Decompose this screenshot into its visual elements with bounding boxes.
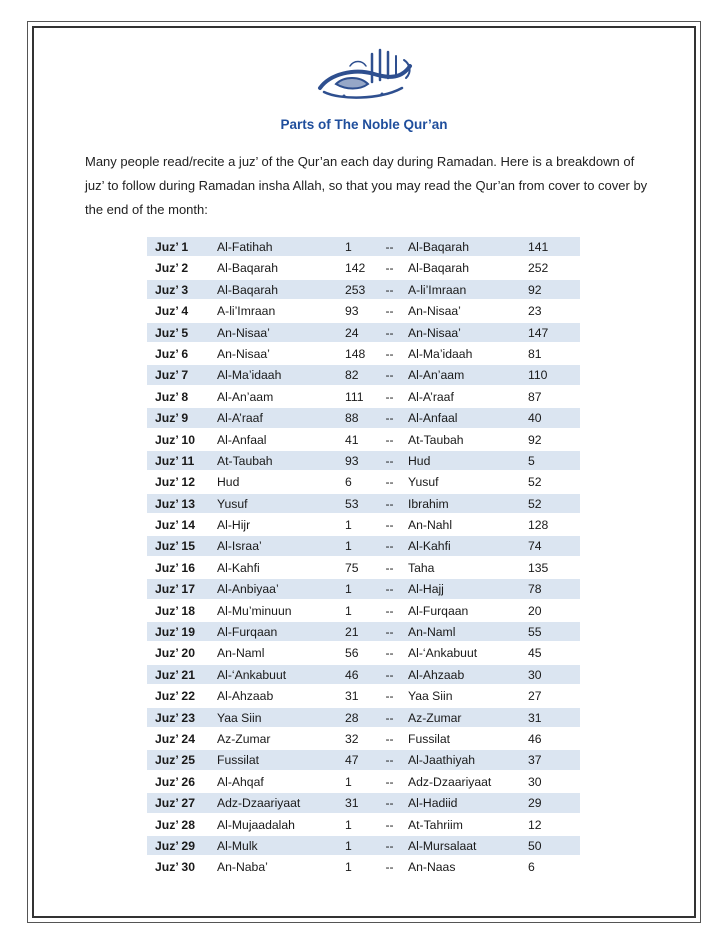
juz-label: Juz’ 2 bbox=[155, 261, 189, 276]
range-separator: -- bbox=[385, 261, 394, 276]
start-surah: Al-Hijr bbox=[217, 518, 251, 533]
juz-label: Juz’ 10 bbox=[155, 432, 195, 447]
start-ayah: 1 bbox=[345, 817, 352, 832]
juz-label: Juz’ 14 bbox=[155, 518, 195, 533]
table-row bbox=[147, 708, 580, 729]
table-row bbox=[147, 579, 580, 600]
start-ayah: 28 bbox=[345, 710, 359, 725]
start-ayah: 148 bbox=[345, 346, 366, 361]
table-row bbox=[147, 451, 580, 472]
table-row bbox=[147, 344, 580, 365]
end-ayah: 78 bbox=[528, 582, 542, 597]
range-separator: -- bbox=[385, 539, 394, 554]
start-ayah: 41 bbox=[345, 432, 359, 447]
table-row bbox=[147, 750, 580, 771]
intro-paragraph: Many people read/recite a juz’ of the Qur’an each day during Ramadan. Here is a breakdown of juz’ to follow during Ramadan insha Allah, so that you may read the Qur’an from cover to cover by the end of the month: bbox=[85, 154, 648, 217]
end-surah: Al-Baqarah bbox=[408, 240, 469, 254]
start-ayah: 253 bbox=[345, 282, 366, 297]
start-ayah: 31 bbox=[345, 689, 359, 704]
end-surah: Adz-Dzaariyaat bbox=[408, 774, 492, 789]
range-separator: -- bbox=[385, 753, 394, 768]
start-surah: Hud bbox=[217, 475, 240, 490]
start-surah: Al-Baqarah bbox=[217, 282, 278, 297]
juz-label: Juz’ 13 bbox=[155, 496, 195, 511]
start-surah: Al-Mu’minuun bbox=[217, 603, 292, 618]
start-ayah: 82 bbox=[345, 368, 359, 383]
table-row bbox=[147, 280, 580, 301]
range-separator: -- bbox=[385, 282, 394, 297]
start-ayah: 32 bbox=[345, 731, 359, 746]
end-surah: At-Tahriim bbox=[408, 817, 463, 832]
start-ayah: 111 bbox=[345, 389, 364, 404]
end-ayah: 20 bbox=[528, 603, 542, 618]
start-ayah: 1 bbox=[345, 539, 352, 554]
end-surah: An-Nisaa’ bbox=[408, 325, 461, 340]
end-ayah: 92 bbox=[528, 432, 542, 447]
table-row bbox=[147, 430, 580, 451]
end-surah: Al-Mursalaat bbox=[408, 838, 477, 853]
end-ayah: 5 bbox=[528, 453, 535, 468]
start-surah: Az-Zumar bbox=[217, 731, 271, 746]
table-row bbox=[147, 258, 580, 279]
start-ayah: 93 bbox=[345, 453, 359, 468]
start-surah: Al-Furqaan bbox=[217, 625, 278, 640]
juz-label: Juz’ 25 bbox=[155, 753, 195, 768]
end-ayah: 12 bbox=[528, 817, 542, 832]
juz-label: Juz’ 26 bbox=[155, 774, 195, 789]
juz-label: Juz’ 11 bbox=[155, 453, 195, 468]
end-ayah: 29 bbox=[528, 796, 542, 811]
juz-label: Juz’ 6 bbox=[155, 346, 189, 361]
range-separator: -- bbox=[385, 710, 394, 725]
juz-label: Juz’ 19 bbox=[155, 625, 195, 640]
start-ayah: 75 bbox=[345, 560, 359, 575]
start-surah: Al-Ahqaf bbox=[217, 774, 264, 789]
table-row bbox=[147, 729, 580, 750]
start-surah: Al-An’aam bbox=[217, 389, 274, 404]
range-separator: -- bbox=[385, 731, 394, 746]
end-surah: Az-Zumar bbox=[408, 710, 462, 725]
start-ayah: 6 bbox=[345, 475, 352, 490]
juz-label: Juz’ 30 bbox=[155, 860, 195, 875]
end-ayah: 52 bbox=[528, 496, 542, 511]
juz-label: Juz’ 21 bbox=[155, 667, 195, 682]
table-row bbox=[147, 857, 580, 878]
table-row bbox=[147, 558, 580, 579]
end-ayah: 46 bbox=[528, 731, 542, 746]
start-surah: An-Nisaa’ bbox=[217, 325, 270, 340]
table-row bbox=[147, 665, 580, 686]
range-separator: -- bbox=[385, 796, 394, 811]
start-surah: Al-Fatihah bbox=[217, 240, 273, 254]
end-surah: Yaa Siin bbox=[408, 689, 453, 704]
end-ayah: 92 bbox=[528, 282, 542, 297]
end-surah: Fussilat bbox=[408, 731, 450, 746]
end-ayah: 40 bbox=[528, 411, 542, 426]
juz-label: Juz’ 20 bbox=[155, 646, 195, 661]
range-separator: -- bbox=[385, 411, 394, 426]
table-row bbox=[147, 686, 580, 707]
end-ayah: 30 bbox=[528, 667, 542, 682]
table-row bbox=[147, 494, 580, 515]
start-surah: Al-Mulk bbox=[217, 838, 258, 853]
juz-label: Juz’ 5 bbox=[155, 325, 189, 340]
end-ayah: 128 bbox=[528, 518, 549, 533]
end-ayah: 27 bbox=[528, 689, 542, 704]
juz-label: Juz’ 4 bbox=[155, 304, 189, 319]
end-ayah: 55 bbox=[528, 625, 542, 640]
juz-label: Juz’ 8 bbox=[155, 389, 189, 404]
start-surah: An-Naba’ bbox=[217, 860, 268, 875]
end-ayah: 50 bbox=[528, 838, 542, 853]
juz-label: Juz’ 7 bbox=[155, 368, 189, 383]
range-separator: -- bbox=[385, 774, 394, 789]
start-surah: Al-Baqarah bbox=[217, 261, 278, 276]
start-ayah: 93 bbox=[345, 304, 359, 319]
end-surah: Hud bbox=[408, 453, 431, 468]
juz-label: Juz’ 18 bbox=[155, 603, 195, 618]
end-surah: An-Naas bbox=[408, 860, 456, 875]
table-row bbox=[147, 601, 580, 622]
end-surah: Al-A’raaf bbox=[408, 389, 454, 404]
table-row bbox=[147, 301, 580, 322]
range-separator: -- bbox=[385, 496, 394, 511]
start-surah: Al-Anfaal bbox=[217, 432, 267, 447]
range-separator: -- bbox=[385, 603, 394, 618]
end-ayah: 87 bbox=[528, 389, 542, 404]
end-surah: At-Taubah bbox=[408, 432, 464, 447]
range-separator: -- bbox=[385, 432, 394, 447]
start-surah: Al-Israa’ bbox=[217, 539, 262, 554]
table-row bbox=[147, 387, 580, 408]
end-surah: Taha bbox=[408, 560, 435, 575]
juz-label: Juz’ 17 bbox=[155, 582, 195, 597]
juz-label: Juz’ 12 bbox=[155, 475, 195, 490]
table-row bbox=[147, 772, 580, 793]
table-row bbox=[147, 622, 580, 643]
end-surah: Al-Baqarah bbox=[408, 261, 469, 276]
end-ayah: 45 bbox=[528, 646, 542, 661]
juz-label: Juz’ 22 bbox=[155, 689, 195, 704]
range-separator: -- bbox=[385, 304, 394, 319]
page-title: Parts of The Noble Qur’an bbox=[280, 117, 448, 132]
start-ayah: 46 bbox=[345, 667, 359, 682]
end-surah: Al-Jaathiyah bbox=[408, 753, 476, 768]
end-surah: Al-Ahzaab bbox=[408, 667, 465, 682]
end-surah: Al-Hajj bbox=[408, 582, 444, 597]
start-surah: Adz-Dzaariyaat bbox=[217, 796, 301, 811]
start-ayah: 56 bbox=[345, 646, 359, 661]
juz-label: Juz’ 15 bbox=[155, 539, 195, 554]
start-surah: Al-Ahzaab bbox=[217, 689, 274, 704]
start-ayah: 88 bbox=[345, 411, 359, 426]
start-surah: A-li’Imraan bbox=[217, 304, 276, 319]
end-ayah: 147 bbox=[528, 325, 549, 340]
start-ayah: 21 bbox=[345, 625, 359, 640]
table-row bbox=[147, 515, 580, 536]
juz-table bbox=[147, 237, 580, 879]
start-surah: Yusuf bbox=[217, 496, 248, 511]
end-surah: A-li’Imraan bbox=[408, 282, 467, 297]
end-surah: Al-Anfaal bbox=[408, 411, 458, 426]
start-ayah: 1 bbox=[345, 860, 352, 875]
juz-label: Juz’ 9 bbox=[155, 411, 189, 426]
range-separator: -- bbox=[385, 389, 394, 404]
end-ayah: 37 bbox=[528, 753, 542, 768]
end-ayah: 6 bbox=[528, 860, 535, 875]
range-separator: -- bbox=[385, 325, 394, 340]
end-surah: An-Nisaa’ bbox=[408, 304, 461, 319]
table-row bbox=[147, 836, 580, 857]
table-row bbox=[147, 408, 580, 429]
end-surah: Al-‘Ankabuut bbox=[408, 646, 478, 661]
end-surah: Yusuf bbox=[408, 475, 439, 490]
range-separator: -- bbox=[385, 368, 394, 383]
range-separator: -- bbox=[385, 453, 394, 468]
end-surah: Al-Hadiid bbox=[408, 796, 458, 811]
start-surah: Al-Kahfi bbox=[217, 560, 260, 575]
juz-label: Juz’ 24 bbox=[155, 731, 195, 746]
start-surah: An-Nisaa’ bbox=[217, 346, 270, 361]
end-ayah: 52 bbox=[528, 475, 542, 490]
end-ayah: 110 bbox=[528, 368, 548, 383]
range-separator: -- bbox=[385, 667, 394, 682]
bismillah-calligraphy-icon bbox=[310, 44, 418, 104]
end-surah: Al-Furqaan bbox=[408, 603, 469, 618]
start-surah: Al-Mujaadalah bbox=[217, 817, 295, 832]
table-row bbox=[147, 323, 580, 344]
range-separator: -- bbox=[385, 646, 394, 661]
start-surah: Al-A’raaf bbox=[217, 411, 263, 426]
table-row bbox=[147, 237, 580, 258]
start-ayah: 53 bbox=[345, 496, 359, 511]
start-surah: Al-Anbiyaa’ bbox=[217, 582, 279, 597]
start-surah: Yaa Siin bbox=[217, 710, 262, 725]
range-separator: -- bbox=[385, 817, 394, 832]
range-separator: -- bbox=[385, 625, 394, 640]
juz-label: Juz’ 23 bbox=[155, 710, 195, 725]
juz-label: Juz’ 16 bbox=[155, 560, 195, 575]
end-ayah: 74 bbox=[528, 539, 542, 554]
start-ayah: 1 bbox=[345, 838, 352, 853]
end-surah: Al-An’aam bbox=[408, 368, 465, 383]
table-row bbox=[147, 365, 580, 386]
range-separator: -- bbox=[385, 860, 394, 875]
range-separator: -- bbox=[385, 346, 394, 361]
start-ayah: 1 bbox=[345, 518, 352, 533]
end-ayah: 31 bbox=[528, 710, 542, 725]
end-surah: Ibrahim bbox=[408, 496, 449, 511]
end-surah: Al-Ma’idaah bbox=[408, 346, 473, 361]
start-surah: At-Taubah bbox=[217, 453, 273, 468]
end-ayah: 252 bbox=[528, 261, 549, 276]
range-separator: -- bbox=[385, 475, 394, 490]
start-ayah: 1 bbox=[345, 240, 352, 254]
range-separator: -- bbox=[385, 560, 394, 575]
end-ayah: 30 bbox=[528, 774, 542, 789]
table-row bbox=[147, 643, 580, 664]
start-ayah: 31 bbox=[345, 796, 359, 811]
end-surah: An-Nahl bbox=[408, 518, 453, 533]
table-row bbox=[147, 536, 580, 557]
start-surah: An-Naml bbox=[217, 646, 265, 661]
juz-label: Juz’ 27 bbox=[155, 796, 195, 811]
table-row bbox=[147, 815, 580, 836]
start-ayah: 1 bbox=[345, 582, 352, 597]
end-surah: An-Naml bbox=[408, 625, 456, 640]
range-separator: -- bbox=[385, 689, 394, 704]
juz-label: Juz’ 29 bbox=[155, 838, 195, 853]
table-row bbox=[147, 793, 580, 814]
juz-label: Juz’ 3 bbox=[155, 282, 189, 297]
start-ayah: 24 bbox=[345, 325, 359, 340]
end-surah: Al-Kahfi bbox=[408, 539, 451, 554]
range-separator: -- bbox=[385, 838, 394, 853]
start-ayah: 142 bbox=[345, 261, 366, 276]
end-ayah: 23 bbox=[528, 304, 542, 319]
start-ayah: 1 bbox=[345, 603, 352, 618]
end-ayah: 141 bbox=[528, 240, 549, 254]
end-ayah: 135 bbox=[528, 560, 549, 575]
start-surah: Al-‘Ankabuut bbox=[217, 667, 287, 682]
juz-label: Juz’ 28 bbox=[155, 817, 195, 832]
end-ayah: 81 bbox=[528, 346, 542, 361]
range-separator: -- bbox=[385, 582, 394, 597]
start-ayah: 1 bbox=[345, 774, 352, 789]
juz-label: Juz’ 1 bbox=[155, 240, 189, 254]
range-separator: -- bbox=[385, 518, 394, 533]
start-surah: Fussilat bbox=[217, 753, 259, 768]
range-separator: -- bbox=[385, 240, 394, 254]
start-ayah: 47 bbox=[345, 753, 359, 768]
table-row bbox=[147, 472, 580, 493]
start-surah: Al-Ma’idaah bbox=[217, 368, 282, 383]
